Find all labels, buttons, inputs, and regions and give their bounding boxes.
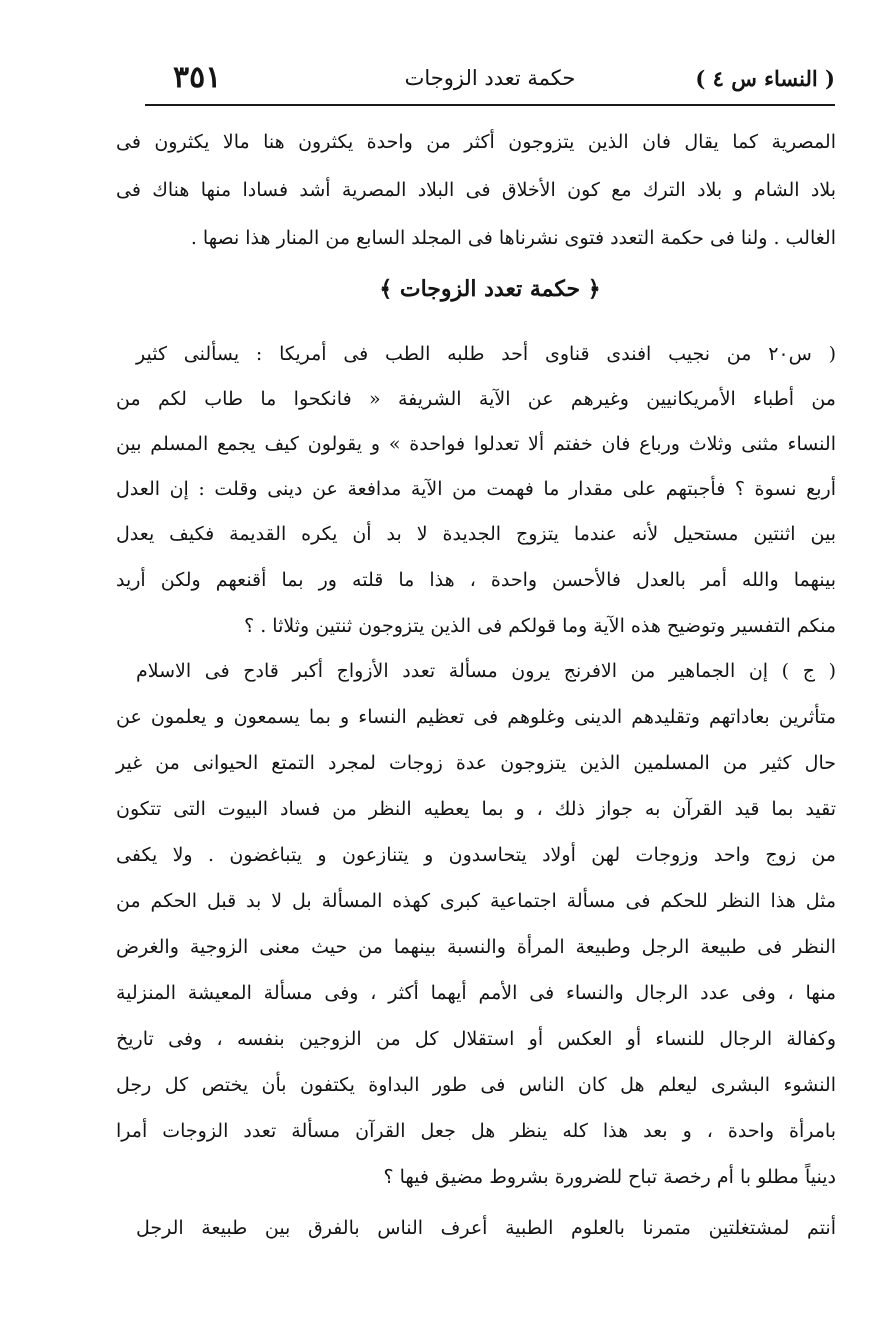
text-line: النساء مثنى وثلاث ورباع فان خفتم ألا تعدلوا فواحدة » و يقولون كيف يجمع المسلم بين xyxy=(116,433,836,455)
text-line: أنتم لمشتغلتين متمرنا بالعلوم الطبية أعرف الناس بالفرق بين طبيعة الرجل xyxy=(136,1217,836,1239)
text-line: النشوء البشرى ليعلم هل كان الناس فى طور البداوة يكتفون بأن يختص كل رجل xyxy=(116,1074,836,1096)
text-line: بين اثنتين مستحيل لأنه عندما يتزوج الجديدة لا بد أن يكره القديمة فكيف يعدل xyxy=(116,523,836,545)
text-line: منها ، وفى عدد الرجال والنساء فى الأمم أيهما أكثر ، وفى مسألة المعيشة المنزلية xyxy=(116,982,836,1004)
text-line: وكفالة الرجال للنساء أو العكس أو استقلال كل من الزوجين بنفسه ، وفى تاريخ xyxy=(116,1028,836,1050)
text-line: دينياً مطلو با أم رخصة تباح للضرورة بشروط مضيق فيها ؟ xyxy=(383,1166,836,1188)
text-line: بامرأة واحدة ، و بعد هذا كله ينظر هل جعل القرآن مسألة تعدد الزوجات أمرا xyxy=(116,1120,836,1142)
text-line: النظر فى طبيعة الرجل وطبيعة المرأة والنسبة بينهما من حيث معنى الزوجية والغرض xyxy=(116,936,836,958)
header-rule xyxy=(145,104,835,106)
section-title: ﴿ حكمة تعدد الزوجات ﴾ xyxy=(379,276,601,302)
text-line: حال كثير من المسلمين الذين يتزوجون عدة زوجات لمجرد التمتع الحيوانى من غير xyxy=(116,752,836,774)
section-label: ( النساء س ٤ ) xyxy=(695,66,835,91)
text-line: من زوج واحد وزوجات لهن أولاد يتحاسدون و يتنازعون و يتباغضون . ولا يكفى xyxy=(116,844,836,866)
text-line: الغالب . ولنا فى حكمة التعدد فتوى نشرناها فى المجلد السابع من المنار هذا نصها . xyxy=(190,227,836,249)
running-title: حكمة تعدد الزوجات xyxy=(404,66,576,90)
text-line: بلاد الشام و بلاد الترك مع كون الأخلاق فى البلاد المصرية أشد فسادا منها هناك فى xyxy=(116,179,836,201)
text-line: مثل هذا النظر للحكم فى مسألة اجتماعية كبرى كهذه المسألة بل لا بد قبل الحكم من xyxy=(116,890,836,912)
text-line: تقيد بما قيد القرآن به جواز ذلك ، و بما يعطيه النظر من فساد البيوت التى تتكون xyxy=(116,798,836,820)
page-header xyxy=(145,56,835,102)
text-line: ( ج ) إن الجماهير من الافرنج يرون مسألة تعدد الأزواج أكبر قادح فى الاسلام xyxy=(136,660,836,682)
text-line: أربع نسوة ؟ فأجبتهم على مقدار ما فهمت من الآية مدافعة عن دينى وقلت : إن العدل xyxy=(116,478,836,500)
text-line: المصرية كما يقال فان الذين يتزوجون أكثر من واحدة يكثرون هنا مالا يكثرون فى xyxy=(116,131,836,153)
page-number: ٣٥١ xyxy=(173,60,222,95)
text-line: بينهما والله أمر بالعدل فالأحسن واحدة ، هذا ما قلته ور بما أقنعهم ولكن أريد xyxy=(116,569,836,591)
text-line: منكم التفسير وتوضيح هذه الآية وما قولكم فى الذين يتزوجون ثنتين وثلاثا . ؟ xyxy=(244,615,836,637)
text-line: ( س٢٠ من نجيب افندى قناوى أحد طلبه الطب فى أمريكا : يسألنى كثير xyxy=(136,343,836,365)
text-line: من أطباء الأمريكانيين وغيرهم عن الآية الشريفة « فانكحوا ما طاب لكم من xyxy=(116,388,836,410)
text-line: متأثرين بعاداتهم وتقليدهم الدينى وغلوهم فى تعظيم النساء و بما يسمعون و يعلمون عن xyxy=(116,706,836,728)
